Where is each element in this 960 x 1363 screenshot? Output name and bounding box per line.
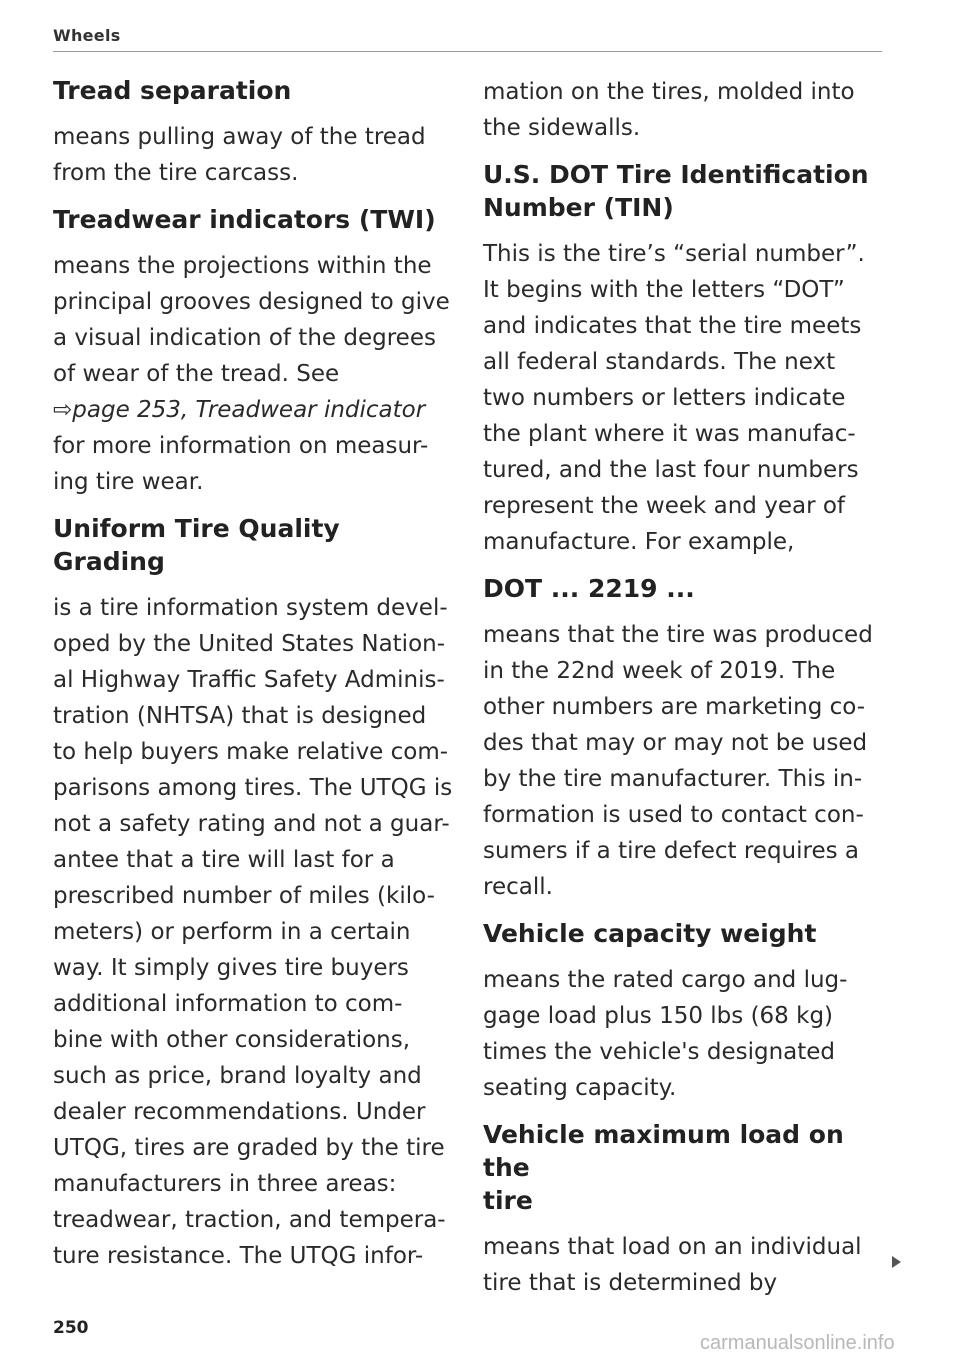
page-number: 250 [53,1318,89,1338]
heading-dot-tin: U.S. DOT Tire Identification Number (TIN) [483,160,869,222]
heading-dot-example: DOT ... 2219 ... [483,574,695,603]
continue-arrow-icon [892,1256,901,1268]
section-treadwear-indicators [53,203,458,500]
section-vehicle-capacity-weight [483,917,883,1106]
section-dot-tin [483,158,883,560]
heading-vehicle-capacity-weight: Vehicle capacity weight [483,919,817,948]
paragraph-vehicle-max-load: means that load on an individual tire that is determined by [483,1234,862,1296]
paragraph-utqg-continued: mation on the tires, molded into the sidewalls. [483,79,855,141]
arrow-right-icon: ⇨ [53,397,73,423]
heading-treadwear-indicators: Treadwear indicators (TWI) [53,205,436,234]
section-tread-separation [53,74,458,191]
paragraph-tread-separation: means pulling away of the tread from the tire carcass. [53,124,426,186]
heading-tread-separation: Tread separation [53,76,292,105]
section-header: Wheels [53,26,121,45]
paragraph-dot-example: means that the tire was produced in the 22nd week of 2019. The other numbers are marketing co- des that may or may not be used by the tire manufacturer. This in- formation is used to contact con- sumers if a tire defect requires a recall. [483,622,873,900]
right-column [483,74,883,1301]
heading-utqg: Uniform Tire Quality Grading [53,514,340,576]
paragraph-dot-tin: This is the tire’s “serial number”. It begins with the letters “DOT” and indicates that the tire meets all federal standards. The next two numbers or letters indicate the plant where it was manufac- tured, and the last four numbers represent the week and year of manufacture. For example, [483,241,865,555]
paragraph-utqg: is a tire information system devel- oped by the United States Nation- al Highway Traffic Safety Adminis- tration (NHTSA) that is designed to help buyers make relative com- parisons among tires. The UTQG is not a safety rating and not a guar- antee that a tire will last for a prescribed number of miles (kilo- meters) or perform in a certain way. It simply gives tire buyers additional information to com- bine with other considerations, such as price, brand loyalty and dealer recommendations. Under UTQG, tires are graded by the tire manufacturers in three areas: treadwear, traction, and tempera- ture resistance. The UTQG infor- [53,595,453,1269]
section-dot-example [483,572,883,905]
heading-vehicle-max-load: Vehicle maximum load on the tire [483,1120,844,1215]
paragraph-vehicle-capacity-weight: means the rated cargo and lug- gage load plus 150 lbs (68 kg) times the vehicle's designated seating capacity. [483,967,848,1101]
section-utqg [53,512,458,1274]
section-utqg-continued [483,74,883,146]
paragraph-treadwear-indicators: means the projections within the principal grooves designed to give a visual indication of the degrees of wear of the tread. See ⇨page 253, Treadwear indicator for more information on measur- ing tire wear. [53,253,450,495]
left-column [53,74,458,1274]
page-reference-link[interactable]: ⇨page 253, Treadwear indicator [53,397,426,423]
header-divider [53,51,882,52]
watermark: carmanualsonline.info [700,1332,895,1354]
section-vehicle-max-load [483,1118,883,1301]
